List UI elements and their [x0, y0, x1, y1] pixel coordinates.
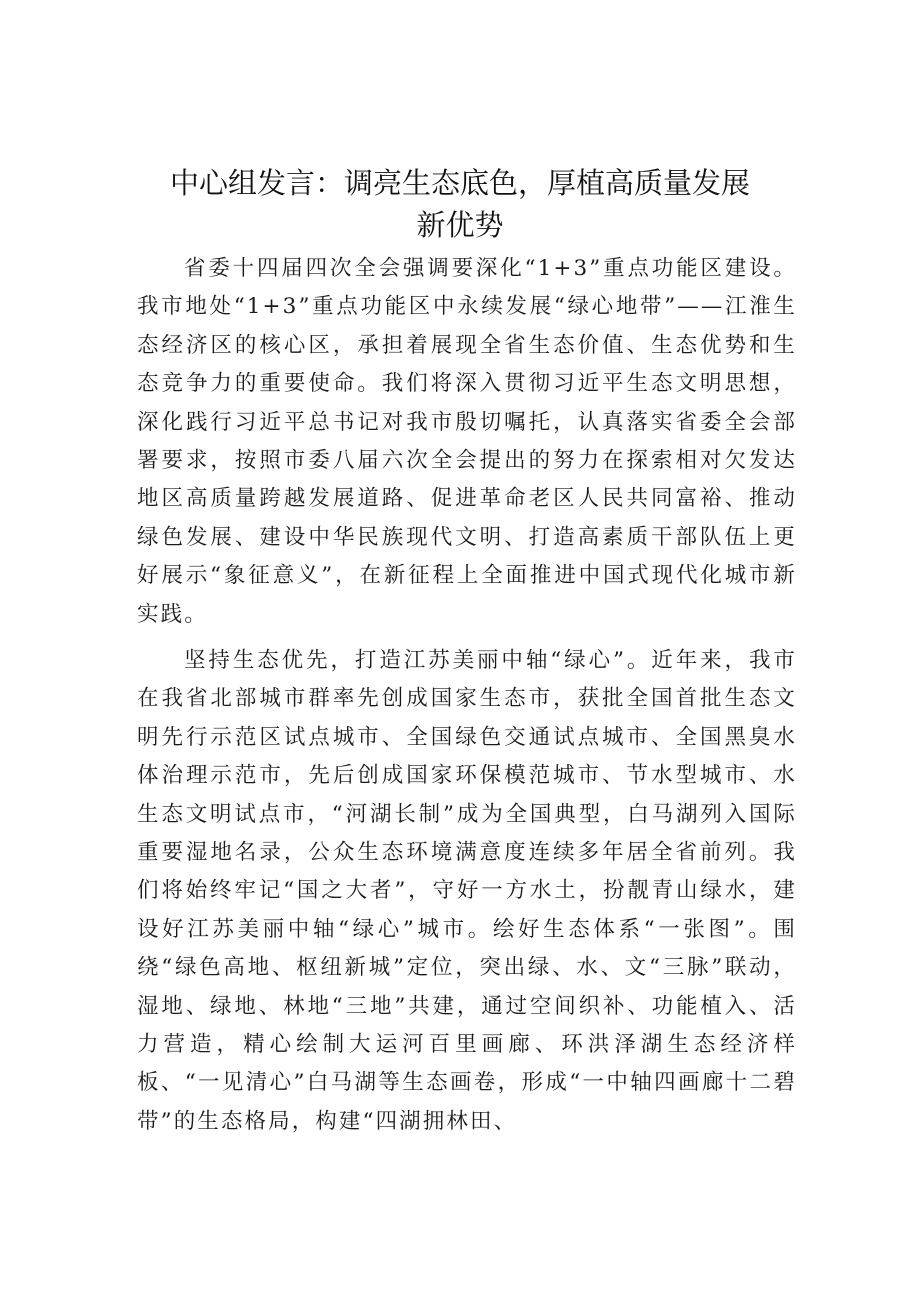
- body-paragraph-ecology: 坚持生态优先，打造江苏美丽中轴“绿心”。近年来，我市在我省北部城市群率先创成国家生态市，获批全国首批生态文明先行示范区试点城市、全国绿色交通试点城市、全国黑臭水体治理示范市，先后创成国家环保模范城市、节水型城市、水生态文明试点市，“河湖长制”成为全国典型，白马湖列入国际重要湿地名录，公众生态环境满意度连续多年居全省前列。我们将始终牢记“国之大者”，守好一方水土，扮靓青山绿水，建设好江苏美丽中轴“绿心”城市。绘好生态体系“一张图”。围绕“绿色高地、枢纽新城”定位，突出绿、水、文“三脉”联动，湿地、绿地、林地“三地”共建，通过空间织补、功能植入、活力营造，精心绘制大运河百里画廊、环洪泽湖生态经济样板、“一见清心”白马湖等生态画卷，形成“一中轴四画廊十二碧带”的生态格局，构建“四湖拥林田、: [137, 648, 797, 1134]
- body-paragraph-intro: 省委十四届四次全会强调要深化“1+3”重点功能区建设。我市地处“1+3”重点功能区中永续发展“绿心地带”——江淮生态经济区的核心区，承担着展现全省生态价值、生态优势和生态竞争力的重要使命。我们将深入贯彻习近平生态文明思想，深化践行习近平总书记对我市殷切嘱托，认真落实省委全会部署要求，按照市委八届六次全会提出的努力在探索相对欠发达地区高质量跨越发展道路、促进革命老区人民共同富裕、推动绿色发展、建设中华民族现代文明、打造高素质干部队伍上更好展示“象征意义”，在新征程上全面推进中国式现代化城市新实践。: [137, 256, 797, 627]
- document-title-line-1: 中心组发言：调亮生态底色，厚植高质量发展: [169, 166, 750, 200]
- document-title-line-2: 新优势: [416, 208, 504, 242]
